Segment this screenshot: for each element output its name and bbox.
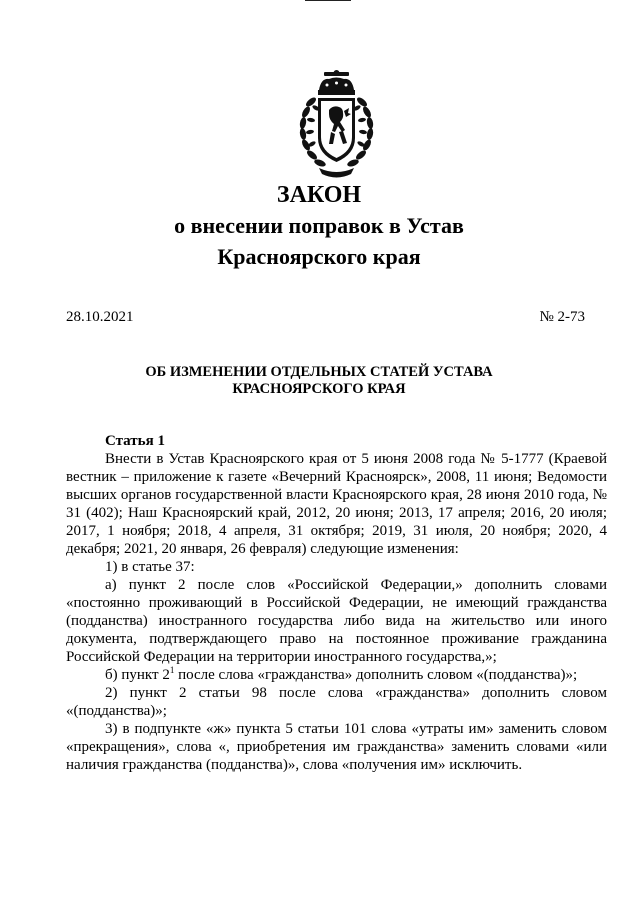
article-title: Статья 1 (105, 433, 165, 449)
section-heading-line1: ОБ ИЗМЕНЕНИИ ОТДЕЛЬНЫХ СТАТЕЙ УСТАВА (145, 364, 493, 380)
document-title: ЗАКОН (276, 182, 362, 208)
paragraph-item1b-superscript: 1 (169, 665, 175, 675)
paragraph-item1a: а) пункт 2 после слов «Российской Федерации,» дополнить словами «постоянно проживающий в Российской Федерации, не имеющий гражданства (подданства) иностранного государства либо вида на жительство или иного документа, подтверждающего право на постоянное проживание гражданина Российской Федерации на территории иностранного государства,»; (66, 577, 607, 665)
document-subtitle-line2: Красноярского края (217, 244, 421, 269)
document-subtitle-line1: о внесении поправок в Устав (174, 213, 464, 238)
paragraph-item2: 2) пункт 2 статьи 98 после слова «гражданства» дополнить словом «(подданства)»; (66, 685, 607, 719)
paragraph-intro: Внести в Устав Красноярского края от 5 июня 2008 года № 5-1777 (Краевой вестник – приложение к газете «Вечерний Красноярск», 2008, 11 июня; Ведомости высших органов государственной власти Красноярского края, 28 июня 2010 года, № 31 (402); Наш Красноярский край, 2012, 20 июня; 2013, 17 апреля; 2016, 20 июля; 2017, 1 ноября; 2018, 4 апреля, 31 октября; 2019, 31 июля, 20 ноября; 2020, 4 декабря; 2021, 20 января, 26 февраля) следующие изменения: (66, 451, 607, 557)
document-body (66, 432, 607, 774)
top-rule (305, 0, 351, 1)
coat-of-arms-icon (289, 70, 384, 182)
document-date: 28.10.2021 (66, 309, 134, 325)
paragraph-item1b (66, 666, 607, 684)
document-number: № 2-73 (539, 309, 585, 325)
section-heading-line2: КРАСНОЯРСКОГО КРАЯ (232, 381, 406, 397)
paragraph-item1b-end: после слова «гражданства» дополнить словом «(подданства)»; (174, 667, 578, 683)
paragraph-item3: 3) в подпункте «ж» пункта 5 статьи 101 слова «утраты им» заменить словом «прекращения», слова «, приобретения им гражданства» заменить словами «или наличия гражданства (подданства)», слова «получения им» исключить. (66, 721, 607, 773)
paragraph-item1: 1) в статье 37: (105, 559, 195, 575)
paragraph-item1b-start: б) пункт 2 (105, 667, 170, 683)
